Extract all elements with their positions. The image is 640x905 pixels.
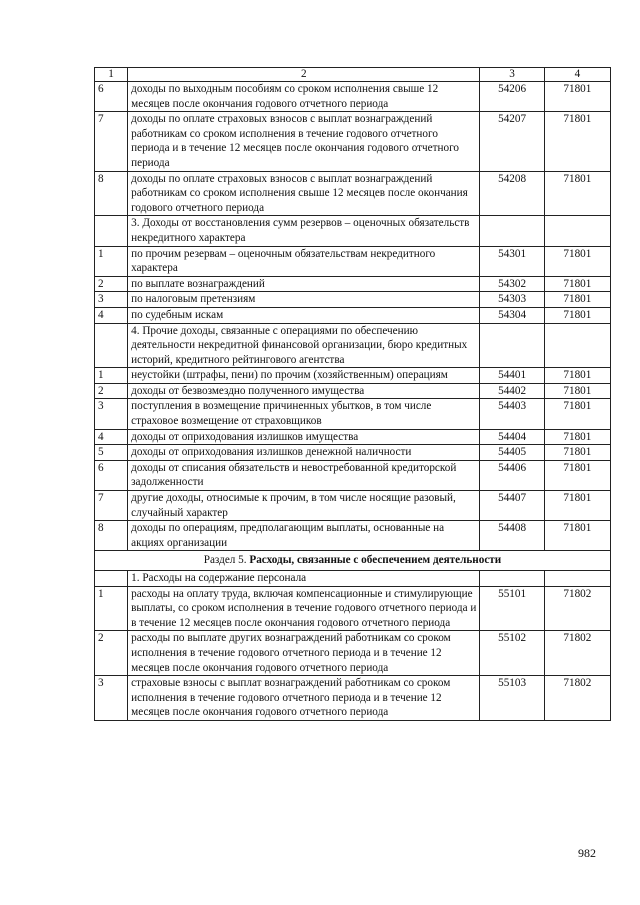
account-code: 54301 (480, 246, 544, 276)
row-description: по налоговым претензиям (128, 292, 480, 308)
row-description: доходы по выходным пособиям со сроком исполнения свыше 12 месяцев после окончания годового отчетного периода (128, 82, 480, 112)
row-number: 6 (95, 460, 128, 490)
account-table-body (95, 68, 611, 721)
ledger-account: 71802 (544, 676, 610, 721)
row-number: 3 (95, 399, 128, 429)
account-code: 54304 (480, 307, 544, 323)
account-code: 54302 (480, 276, 544, 292)
row-description: неустойки (штрафы, пени) по прочим (хозяйственным) операциям (128, 368, 480, 384)
row-description: страховые взносы с выплат вознаграждений работникам со сроком исполнения в течение годового отчетного периода и в течение 12 месяцев после окончания годового отчетного периода (128, 676, 480, 721)
row-number: 5 (95, 445, 128, 461)
ledger-account: 71801 (544, 276, 610, 292)
section-prefix: Раздел 5. (203, 554, 250, 567)
account-code: 54403 (480, 399, 544, 429)
ledger-account: 71801 (544, 246, 610, 276)
ledger-account: 71801 (544, 383, 610, 399)
account-code: 54408 (480, 521, 544, 551)
table-row (95, 399, 611, 429)
account-table (94, 67, 611, 721)
account-code: 54404 (480, 429, 544, 445)
table-row (95, 429, 611, 445)
account-code: 54407 (480, 491, 544, 521)
table-row (95, 460, 611, 490)
table-row (95, 368, 611, 384)
header-row (95, 68, 611, 82)
section-title (95, 551, 611, 571)
row-description: доходы по операциям, предполагающим выплаты, основанные на акциях организации (128, 521, 480, 551)
row-number (95, 571, 128, 587)
row-number: 8 (95, 171, 128, 216)
section-heading: Расходы, связанные с обеспечением деятельности (249, 554, 502, 567)
table-row (95, 82, 611, 112)
table-row (95, 631, 611, 676)
table-row (95, 491, 611, 521)
account-code (480, 216, 544, 246)
row-description: другие доходы, относимые к прочим, в том числе носящие разовый, случайный характер (128, 491, 480, 521)
row-description: доходы от списания обязательств и невостребованной кредиторской задолженности (128, 460, 480, 490)
account-code: 54401 (480, 368, 544, 384)
ledger-account: 71801 (544, 445, 610, 461)
row-number: 3 (95, 292, 128, 308)
ledger-account: 71801 (544, 171, 610, 216)
ledger-account (544, 216, 610, 246)
row-number: 1 (95, 368, 128, 384)
row-number: 7 (95, 112, 128, 171)
row-number: 8 (95, 521, 128, 551)
ledger-account: 71801 (544, 521, 610, 551)
row-description: доходы по оплате страховых взносов с выплат вознаграждений работникам со сроком исполнения свыше 12 месяцев после окончания годового отчетного периода (128, 171, 480, 216)
ledger-account (544, 571, 610, 587)
row-number: 4 (95, 429, 128, 445)
row-number: 2 (95, 631, 128, 676)
row-number: 4 (95, 307, 128, 323)
header-col-4: 4 (544, 68, 610, 82)
ledger-account: 71801 (544, 399, 610, 429)
table-row (95, 676, 611, 721)
row-description: по судебным искам (128, 307, 480, 323)
row-number: 2 (95, 383, 128, 399)
group-row (95, 571, 611, 587)
account-code: 54402 (480, 383, 544, 399)
row-description: доходы от оприходования излишков имущества (128, 429, 480, 445)
account-code: 54406 (480, 460, 544, 490)
table-row (95, 445, 611, 461)
row-number (95, 323, 128, 368)
table-row (95, 586, 611, 631)
table-row (95, 246, 611, 276)
table-row (95, 521, 611, 551)
table-row (95, 112, 611, 171)
ledger-account: 71801 (544, 368, 610, 384)
table-row (95, 307, 611, 323)
ledger-account: 71801 (544, 292, 610, 308)
group-title: 1. Расходы на содержание персонала (128, 571, 480, 587)
ledger-account: 71801 (544, 307, 610, 323)
group-row (95, 216, 611, 246)
ledger-account: 71801 (544, 429, 610, 445)
group-title: 3. Доходы от восстановления сумм резервов – оценочных обязательств некредитного характера (128, 216, 480, 246)
header-col-2: 2 (128, 68, 480, 82)
account-code: 54206 (480, 82, 544, 112)
table-row (95, 171, 611, 216)
ledger-account: 71801 (544, 460, 610, 490)
section-row (95, 551, 611, 571)
group-row (95, 323, 611, 368)
row-number: 1 (95, 586, 128, 631)
row-description: поступления в возмещение причиненных убытков, в том числе страховое возмещение от страховщиков (128, 399, 480, 429)
row-description: доходы по оплате страховых взносов с выплат вознаграждений работникам со сроком исполнения в течение годового отчетного периода и в течение 12 месяцев после окончания годового отчетного периода (128, 112, 480, 171)
account-code: 54405 (480, 445, 544, 461)
row-number (95, 216, 128, 246)
ledger-account: 71801 (544, 112, 610, 171)
row-description: расходы на оплату труда, включая компенсационные и стимулирующие выплаты, со сроком исполнения в течение годового отчетного периода и в течение 12 месяцев после окончания годового отчетного периода (128, 586, 480, 631)
ledger-account: 71802 (544, 586, 610, 631)
account-code: 54207 (480, 112, 544, 171)
account-code: 55103 (480, 676, 544, 721)
table-row (95, 383, 611, 399)
page-number: 982 (578, 846, 596, 860)
row-description: по прочим резервам – оценочным обязательствам некредитного характера (128, 246, 480, 276)
header-col-1: 1 (95, 68, 128, 82)
row-number: 1 (95, 246, 128, 276)
ledger-account: 71802 (544, 631, 610, 676)
ledger-account (544, 323, 610, 368)
account-code (480, 323, 544, 368)
row-description: расходы по выплате других вознаграждений работникам со сроком исполнения в течение годового отчетного периода и в течение 12 месяцев после окончания годового отчетного периода (128, 631, 480, 676)
row-number: 7 (95, 491, 128, 521)
account-code: 54208 (480, 171, 544, 216)
group-title: 4. Прочие доходы, связанные с операциями по обеспечению деятельности некредитной финансовой организации, бюро кредитных историй, кредитного рейтингового агентства (128, 323, 480, 368)
row-number: 3 (95, 676, 128, 721)
row-number: 6 (95, 82, 128, 112)
table-row (95, 292, 611, 308)
row-number: 2 (95, 276, 128, 292)
row-description: по выплате вознаграждений (128, 276, 480, 292)
ledger-account: 71801 (544, 82, 610, 112)
account-code: 54303 (480, 292, 544, 308)
account-code: 55102 (480, 631, 544, 676)
row-description: доходы от безвозмездно полученного имущества (128, 383, 480, 399)
header-col-3: 3 (480, 68, 544, 82)
account-code: 55101 (480, 586, 544, 631)
account-code (480, 571, 544, 587)
row-description: доходы от оприходования излишков денежной наличности (128, 445, 480, 461)
table-row (95, 276, 611, 292)
ledger-account: 71801 (544, 491, 610, 521)
